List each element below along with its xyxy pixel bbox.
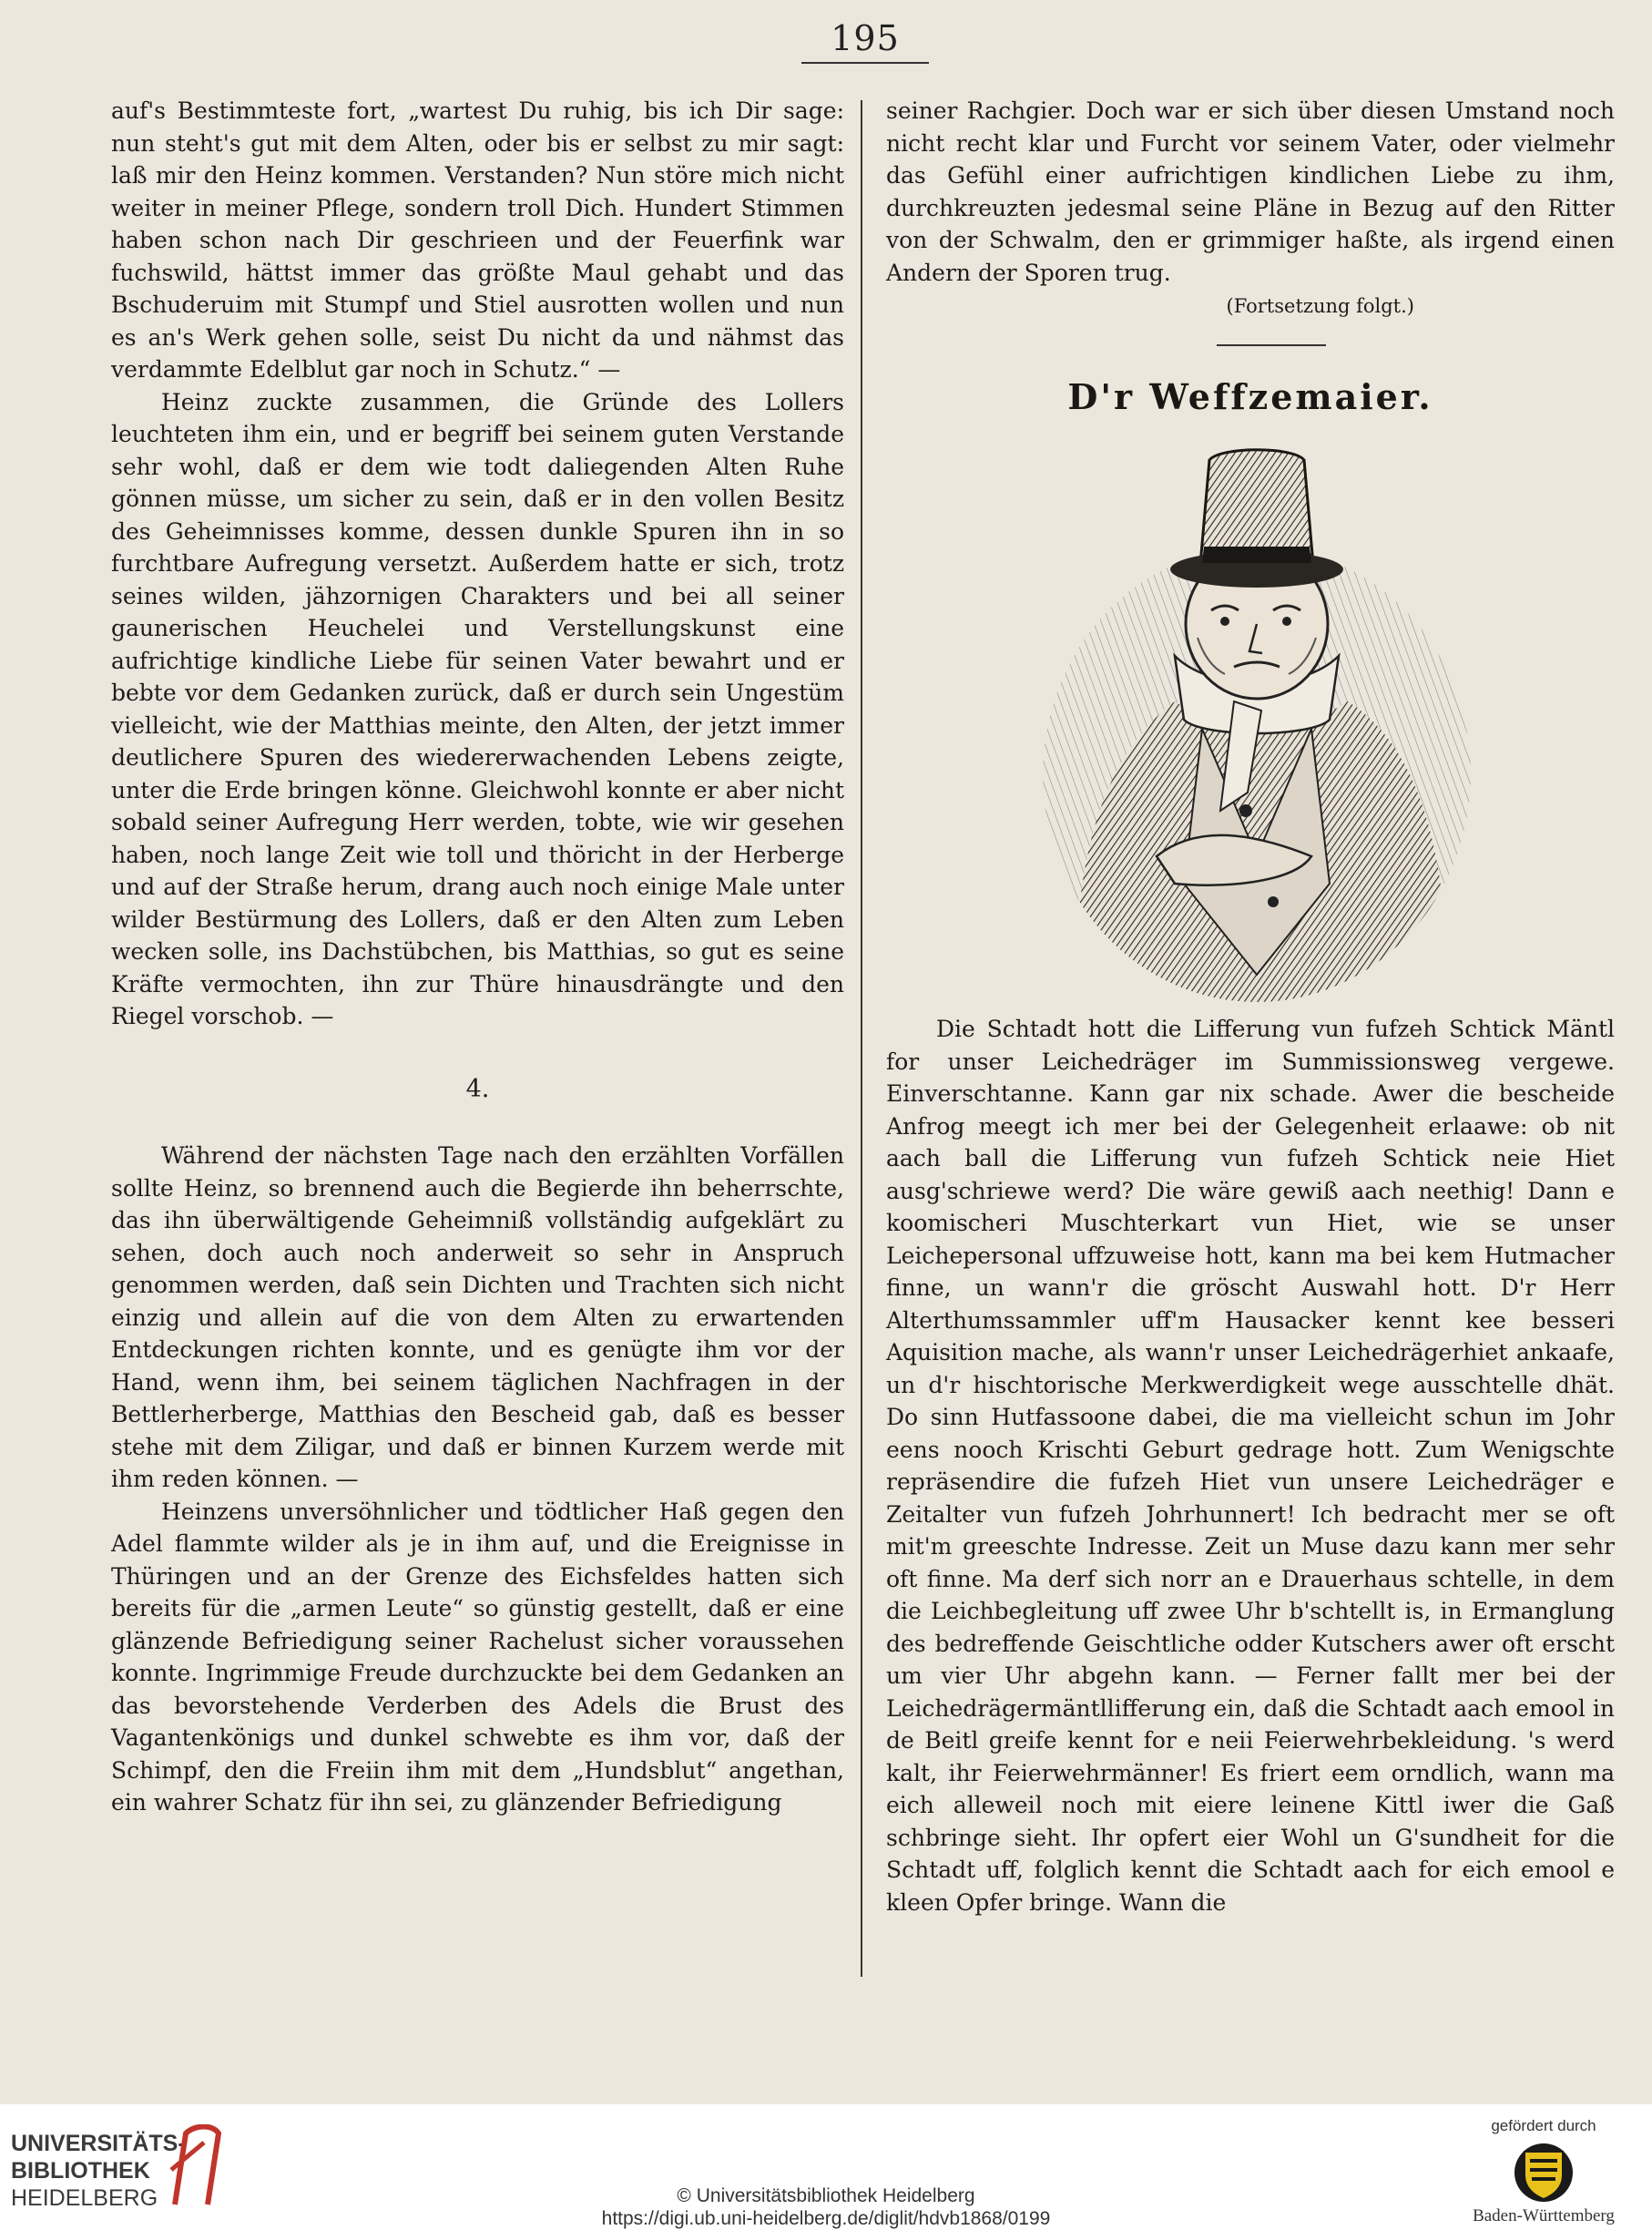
story-paragraph: Während der nächsten Tage nach den erzählten Vorfällen sollte Heinz, so brennend auch die Begierde ihn beherrschte, das ihn überwältigende Geheimniß vollständig aufgeklärt zu sehen, doch auch noch anderweit so sehr in Anspruch genommen werden, daß sein Dichten und Trachten sich nicht einzig und allein auf die von dem Alten zu erwartenden Entdeckungen richten konnte, und es genügte ihm vor der Hand, wenn ihm, bei seinem täglichen Nachfragen in der Bettlerherberge, Matthias den Bescheid gab, daß es besser stehe mit dem Ziligar, und daß er binnen Kurzem werde mit ihm reden können. —	[111, 1142, 844, 1492]
copyright-text: © Universitätsbibliothek Heidelberg	[677, 2185, 975, 2206]
page-number-rule	[801, 62, 929, 64]
story-paragraph: auf's Bestimmteste fort, „wartest Du ruhig, bis ich Dir sage: nun steht's gut mit dem Alten, oder bis er selbst zu mir sagt: laß mir den Heinz kommen. Verstanden? Nun störe mich nicht weiter in meiner Pflege, sondern troll Dich. Hundert Stimmen haben schon nach Dir geschrieen und der Feuerfink war fuchswild, hättst immer das größte Maul gehabt und das Bschuderuim mit Stumpf und Stiel ausrotten wollen und nun es an's Werk gehen solle, seist Du nicht da und nähmst das verdammte Edelblut gar noch in Schutz.“ —	[111, 97, 844, 383]
funding-state: Baden-Württemberg	[1473, 2206, 1615, 2225]
funding-label: gefördert durch	[1491, 2117, 1596, 2134]
article-title: D'r Weffzemaier.	[1067, 376, 1433, 417]
library-name-line: UNIVERSITÄTS-	[11, 2131, 186, 2156]
permalink[interactable]: https://digi.ub.uni-heidelberg.de/diglit/hdvb1868/0199	[601, 2208, 1051, 2229]
column-divider	[861, 100, 862, 1977]
state-crest-icon	[1512, 2141, 1576, 2204]
library-name-line: HEIDELBERG	[11, 2185, 158, 2211]
article-paragraph: Die Schtadt hott die Lifferung vun fufzeh Schtick Mäntl for unser Leichedräger im Summissionsweg vergewe. Einverschtanne. Kann gar nix schade. Awer die bescheide Anfrog meegt ich mer bei der Gelegenheit erlaawe: ob nit aach ball die Lifferung vun fufzeh Schtick neie Hiet ausg'schriewe werd? Die wäre gewiß aach neethig! Dann e koomischeri Muschterkart vun Hiet, wie se unser Leichepersonal uffzuweise hott, kann ma bei kem Hutmacher finne, un wann'r die gröscht Auswahl hott. D'r Herr Alterthumssammler uff'm Hausacker kennt kee besseri Aquisition mache, als wann'r unser Leichedrägerhiet ankaafe, un d'r hischtorische Merkwerdigkeit wege ausschtelle dhät. Do sinn Hutfassoone dabei, die ma vielleicht schun im Johr eens nooch Krischti Geburt gedrage hott. Zum Wenigschte repräsendire die fufzeh Hiet vun unsere Leichedräger e Zeitalter vun fufzeh Johrhunnert! Ich bedracht mer se oft mit'm greeschte Indresse. Zeit un Muse dazu kann mer sehr oft finne. Ma derf sich norr an e Drauerhaus schtelle, in dem die Leichbegleitung uff zwee Uhr b'schtellt is, in Ermanglung des bedreffende Geischtliche odder Kutschers awer oft erscht um vier Uhr abgehn kann. — Ferner fallt mer bei der Leichedrägermäntllifferung ein, daß die Schtadt aach emool in de Beitl greife kennt for e neii Feierwehrbekleidung. 's werd kalt, ihr Feierwehrmänner! Es friert eem orndlich, wann ma eich alleweil noch mit eiere leinene Kittl iwer die Gaß schbringe sieht. Ihr opfert eier Wohl un G'sundheit for die Schtadt uff, folglich kennt die Schtadt aach for eich emool e kleen Opfer bringe. Wann die	[886, 1016, 1615, 1916]
story-continuation: seiner Rachgier. Doch war er sich über diesen Umstand noch nicht recht klar und Furcht vor seinem Vater, oder vielmehr das Gefühl einer aufrichtigen kindlichen Liebe zu ihm, durchkreuzten jedesmal seine Pläne in Bezug auf den Ritter von der Schwalm, den er grimmiger haßte, als irgend einen Andern der Sporen trug.	[886, 97, 1615, 286]
funding-badge[interactable]	[1448, 2117, 1639, 2226]
section-number: 4.	[465, 1074, 490, 1103]
story-paragraph: Heinz zuckte zusammen, die Gründe des Lollers leuchteten ihm ein, und er begriff bei seinem guten Verstande sehr wohl, daß er dem wie todt daliegenden Alten Ruhe gönnen müsse, um sicher zu sein, daß er in den vollen Besitz des Geheimnisses komme, dessen dunkle Spuren ihn in so furchtbare Aufregung versetzt. Außerdem hatte er sich, trotz seines wilden, jähzornigen Charakters und bei all seiner gaunerischen Heuchelei und Verstellungskunst eine aufrichtige kindliche Liebe für seinen Vater bewahrt und er bebte vor dem Gedanken zurück, daß er durch sein Ungestüm vielleicht, wie der Matthias meinte, den Alten, der jetzt immer deutlichere Spuren des wiedererwachenden Lebens zeigte, unter die Erde bringen könne. Gleichwohl konnte er aber nicht sobald seiner Aufregung Herr werden, tobte, wie wir gesehen haben, noch lange Zeit wie toll und thöricht in der Herberge und auf der Straße herum, drang auch noch einige Male unter wilder Bestürmung des Lollers, daß er den Alten zum Leben wecken solle, ins Dachstübchen, bis Matthias, so gut es seine Kräfte vermochten, ihn zur Thüre hinausdrängte und den Riegel vorschob. —	[111, 388, 844, 1029]
portrait-illustration	[1038, 428, 1475, 1002]
right-column-continuation	[886, 95, 1615, 323]
article-body	[886, 1013, 1615, 1918]
copyright-block	[0, 2184, 1652, 2230]
article-separator-rule	[1217, 344, 1326, 346]
story-paragraph: Heinzens unversöhnlicher und tödtlicher Haß gegen den Adel flammte wilder als je in ihm auf, und die Ereignisse in Thüringen und an der Grenze des Eichsfeldes hatten sich bereits für die „armen Leute“ so günstig gestellt, daß er eine glänzende Befriedigung seiner Rachelust sicher voraussehen konnte. Ingrimmige Freude durchzuckte bei dem Gedanken an das bevorstehende Verderben des Adels die Brust des Vagantenkönigs und dunkel schwebte es ihm vor, daß der Schimpf, den die Freiin ihm mit dem „Hundsblut“ angethan, ein wahrer Schatz für ihn sei, zu glänzender Befriedigung	[111, 1498, 844, 1816]
left-column	[111, 95, 844, 1819]
footer	[0, 2104, 1652, 2228]
to-be-continued-note: (Fortsetzung folgt.)	[1226, 295, 1414, 317]
library-name-line: BIBLIOTHEK	[11, 2158, 150, 2184]
page-number: 195	[831, 18, 900, 58]
